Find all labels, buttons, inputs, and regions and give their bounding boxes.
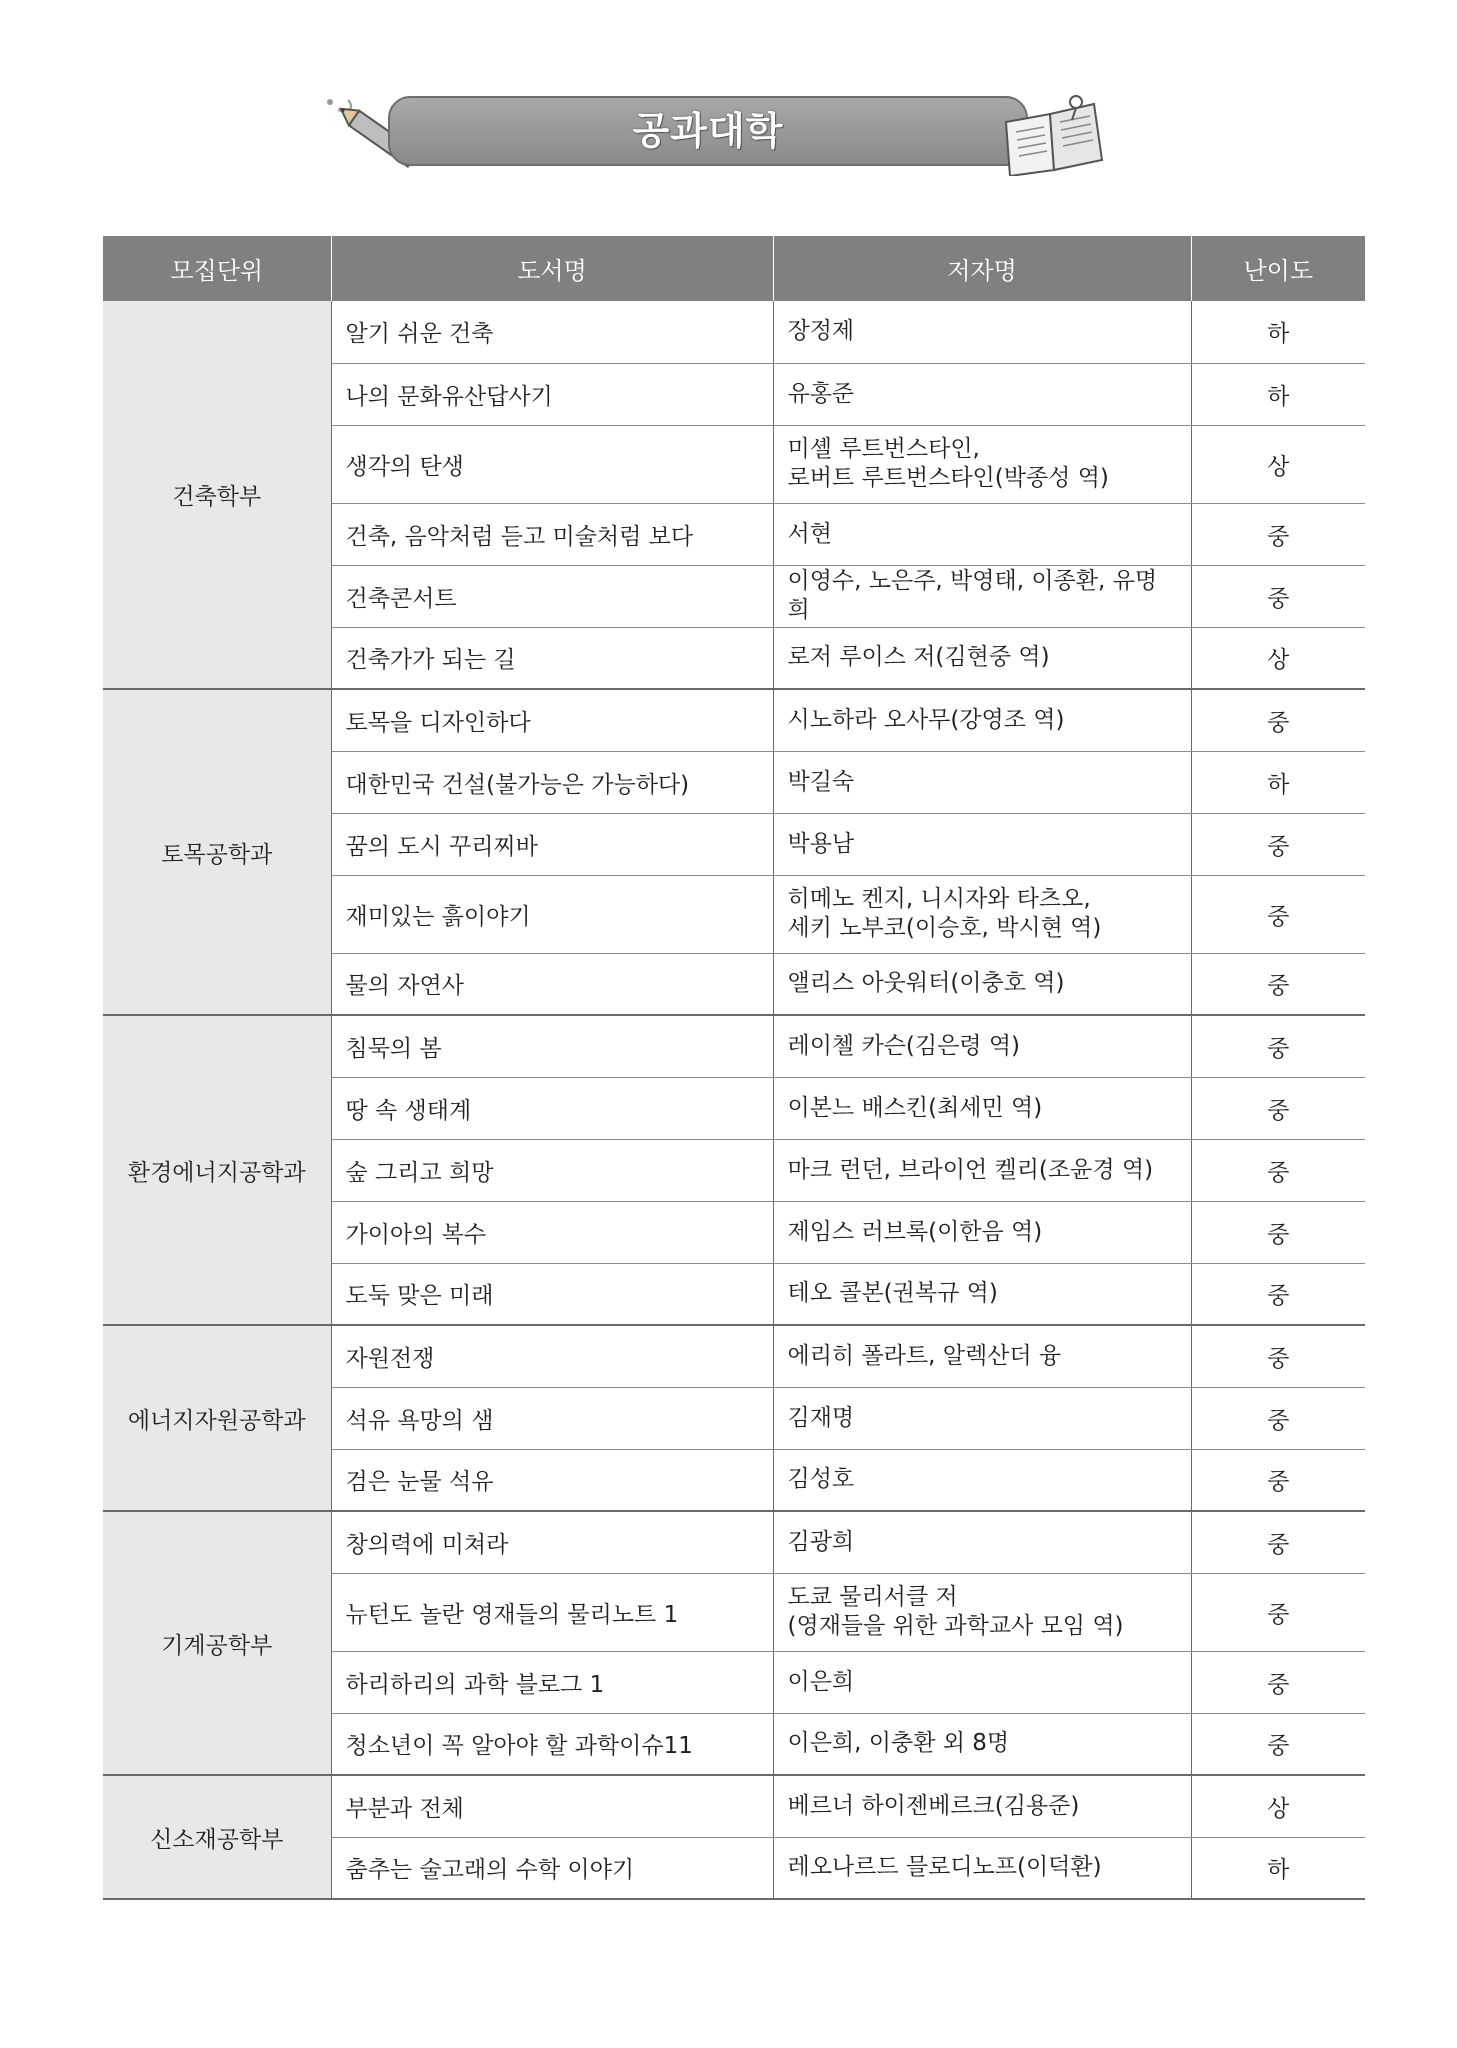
author-line: 앨리스 아웃워터(이충호 역) (787, 970, 1065, 997)
author-line: 김성호 (787, 1466, 855, 1493)
table-row (103, 1015, 1365, 1077)
author-line: 장정제 (787, 318, 855, 345)
level-cell: 중 (1191, 565, 1365, 627)
book-title-cell: 땅 속 생태계 (331, 1077, 773, 1139)
level-cell: 중 (1191, 1651, 1365, 1713)
author-line: 이본느 배스킨(최세민 역) (787, 1094, 1043, 1121)
level-cell: 중 (1191, 1449, 1365, 1511)
author-cell (773, 1139, 1191, 1201)
table-row (103, 1775, 1365, 1837)
level-cell: 상 (1191, 1775, 1365, 1837)
author-line: 로버트 루트번스타인(박종성 역) (787, 465, 1109, 491)
book-title-cell: 침묵의 봄 (331, 1015, 773, 1077)
author-cell (773, 1511, 1191, 1573)
author-line: 김재명 (787, 1404, 855, 1431)
book-title-cell: 나의 문화유산답사기 (331, 363, 773, 425)
book-title-cell: 대한민국 건설(불가능은 가능하다) (331, 751, 773, 813)
book-title-cell: 건축, 음악처럼 듣고 미술처럼 보다 (331, 503, 773, 565)
table-header-row (103, 236, 1365, 301)
book-title-cell: 하리하리의 과학 블로그 1 (331, 1651, 773, 1713)
author-cell (773, 1077, 1191, 1139)
author-line: 박길숙 (787, 768, 855, 795)
author-line: 히메노 켄지, 니시자와 타츠오, (787, 886, 1091, 912)
author-cell (773, 301, 1191, 363)
level-cell: 중 (1191, 1015, 1365, 1077)
section-banner (318, 96, 1088, 166)
author-line: 레이첼 카슨(김은령 역) (787, 1032, 1021, 1059)
header-unit: 모집단위 (103, 236, 331, 301)
author-cell (773, 751, 1191, 813)
author-line: 김광희 (787, 1528, 855, 1555)
author-cell (773, 565, 1191, 627)
level-cell: 중 (1191, 1077, 1365, 1139)
author-cell (773, 1325, 1191, 1387)
book-title-cell: 생각의 탄생 (331, 425, 773, 503)
author-line: 베르너 하이젠베르크(김용준) (787, 1792, 1080, 1819)
author-cell (773, 875, 1191, 953)
level-cell: 중 (1191, 1573, 1365, 1651)
author-line: 서현 (787, 520, 832, 547)
level-cell: 중 (1191, 689, 1365, 751)
book-title-cell: 검은 눈물 석유 (331, 1449, 773, 1511)
author-line: 마크 런던, 브라이언 켈리(조윤경 역) (787, 1156, 1154, 1183)
book-title-cell: 춤추는 술고래의 수학 이야기 (331, 1837, 773, 1899)
author-cell (773, 1651, 1191, 1713)
book-title-cell: 숲 그리고 희망 (331, 1139, 773, 1201)
open-book-icon (998, 92, 1108, 176)
unit-cell: 기계공학부 (103, 1511, 331, 1775)
author-line: 시노하라 오사무(강영조 역) (787, 706, 1065, 733)
book-title-cell: 석유 욕망의 샘 (331, 1387, 773, 1449)
level-cell: 중 (1191, 503, 1365, 565)
level-cell: 중 (1191, 1201, 1365, 1263)
level-cell: 하 (1191, 301, 1365, 363)
unit-cell: 신소재공학부 (103, 1775, 331, 1899)
author-line: 에리히 폴라트, 알렉산더 융 (787, 1342, 1062, 1369)
table-body (103, 301, 1365, 1899)
table-row (103, 301, 1365, 363)
unit-cell: 토목공학과 (103, 689, 331, 1015)
level-cell: 중 (1191, 813, 1365, 875)
author-line: 제임스 러브록(이한음 역) (787, 1218, 1043, 1245)
book-title-cell: 뉴턴도 놀란 영재들의 물리노트 1 (331, 1573, 773, 1651)
header-title: 도서명 (331, 236, 773, 301)
header-level: 난이도 (1191, 236, 1365, 301)
author-cell (773, 1573, 1191, 1651)
author-line: 박용남 (787, 830, 855, 857)
author-cell (773, 953, 1191, 1015)
level-cell: 중 (1191, 1325, 1365, 1387)
book-title-cell: 자원전쟁 (331, 1325, 773, 1387)
page-title: 공과대학 (632, 109, 784, 153)
author-cell (773, 1837, 1191, 1899)
author-line: 이은희 (787, 1668, 855, 1695)
header-author: 저자명 (773, 236, 1191, 301)
author-line: 유홍준 (787, 380, 855, 407)
author-cell (773, 627, 1191, 689)
level-cell: 상 (1191, 627, 1365, 689)
book-title-cell: 창의력에 미쳐라 (331, 1511, 773, 1573)
table-row (103, 689, 1365, 751)
author-line: (영재들을 위한 과학교사 모임 역) (787, 1613, 1124, 1639)
book-title-cell: 건축콘서트 (331, 565, 773, 627)
book-title-cell: 재미있는 흙이야기 (331, 875, 773, 953)
book-title-cell: 부분과 전체 (331, 1775, 773, 1837)
table-row (103, 1325, 1365, 1387)
author-line: 미셸 루트번스타인, (787, 436, 980, 462)
author-cell (773, 1015, 1191, 1077)
level-cell: 중 (1191, 1713, 1365, 1775)
author-cell (773, 1201, 1191, 1263)
level-cell: 하 (1191, 1837, 1365, 1899)
author-cell (773, 363, 1191, 425)
book-title-cell: 물의 자연사 (331, 953, 773, 1015)
author-line: 테오 콜본(권복규 역) (787, 1280, 998, 1307)
author-line: 도쿄 물리서클 저 (787, 1584, 958, 1610)
author-line: 이영수, 노은주, 박영태, 이종환, 유명희 (787, 568, 1158, 623)
book-list-table (103, 236, 1365, 1900)
table-row (103, 1511, 1365, 1573)
book-title-cell: 알기 쉬운 건축 (331, 301, 773, 363)
author-cell (773, 1263, 1191, 1325)
level-cell: 중 (1191, 1139, 1365, 1201)
level-cell: 중 (1191, 953, 1365, 1015)
level-cell: 하 (1191, 751, 1365, 813)
author-cell (773, 813, 1191, 875)
author-cell (773, 689, 1191, 751)
author-cell (773, 1713, 1191, 1775)
level-cell: 중 (1191, 1511, 1365, 1573)
author-cell (773, 425, 1191, 503)
book-title-cell: 토목을 디자인하다 (331, 689, 773, 751)
author-cell (773, 1387, 1191, 1449)
level-cell: 상 (1191, 425, 1365, 503)
level-cell: 중 (1191, 875, 1365, 953)
book-title-cell: 청소년이 꼭 알아야 할 과학이슈11 (331, 1713, 773, 1775)
book-title-cell: 꿈의 도시 꾸리찌바 (331, 813, 773, 875)
unit-cell: 건축학부 (103, 301, 331, 689)
book-title-cell: 건축가가 되는 길 (331, 627, 773, 689)
book-title-cell: 도둑 맞은 미래 (331, 1263, 773, 1325)
author-cell (773, 1775, 1191, 1837)
author-line: 세키 노부코(이승호, 박시현 역) (787, 915, 1102, 941)
author-line: 레오나르드 믈로디노프(이덕환) (787, 1854, 1102, 1881)
book-title-cell: 가이아의 복수 (331, 1201, 773, 1263)
author-cell (773, 503, 1191, 565)
author-line: 로저 루이스 저(김현중 역) (787, 644, 1050, 671)
level-cell: 중 (1191, 1387, 1365, 1449)
unit-cell: 환경에너지공학과 (103, 1015, 331, 1325)
level-cell: 중 (1191, 1263, 1365, 1325)
author-cell (773, 1449, 1191, 1511)
author-line: 이은희, 이충환 외 8명 (787, 1730, 1010, 1757)
unit-cell: 에너지자원공학과 (103, 1325, 331, 1511)
level-cell: 하 (1191, 363, 1365, 425)
